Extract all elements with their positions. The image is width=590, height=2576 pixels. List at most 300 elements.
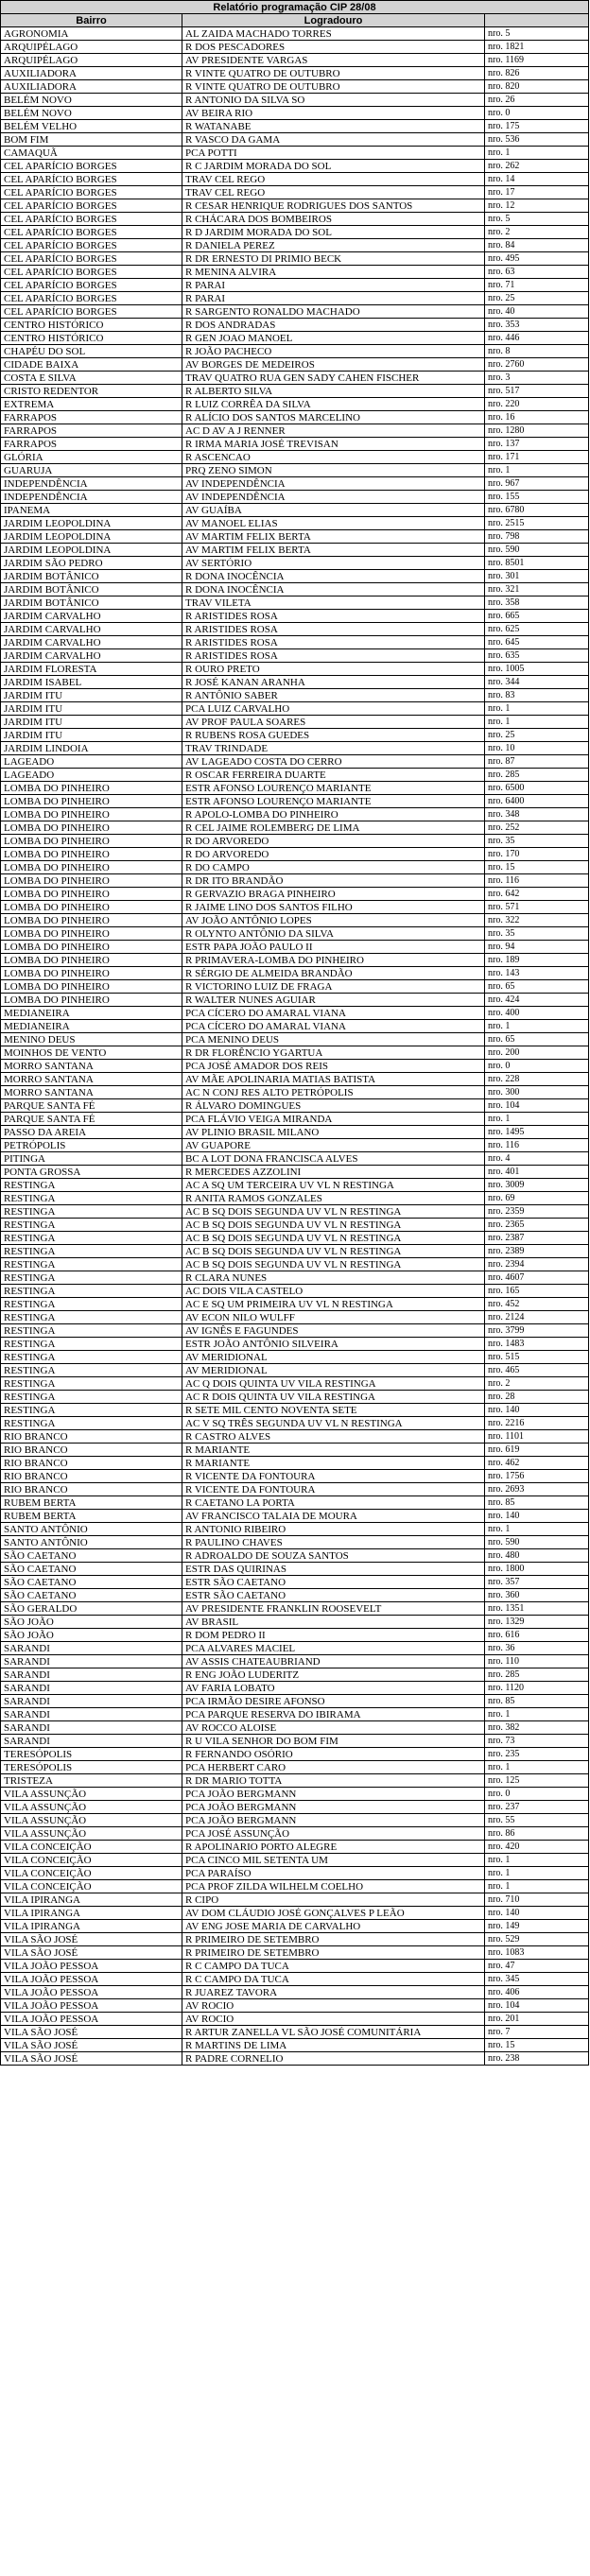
cell-logradouro: PRQ ZENO SIMON — [182, 464, 485, 477]
cell-numero: nro. 137 — [485, 438, 589, 451]
cell-numero: nro. 94 — [485, 941, 589, 954]
cell-bairro: CEL APARÍCIO BORGES — [1, 186, 182, 199]
cell-bairro: MENINO DEUS — [1, 1033, 182, 1046]
cell-numero: nro. 3009 — [485, 1179, 589, 1192]
table-row — [1, 557, 589, 570]
cell-bairro: RIO BRANCO — [1, 1430, 182, 1444]
cell-numero: nro. 348 — [485, 808, 589, 821]
cell-numero: nro. 358 — [485, 596, 589, 610]
cell-bairro: JARDIM LEOPOLDINA — [1, 517, 182, 530]
cell-numero: nro. 2 — [485, 226, 589, 239]
cell-bairro: SARANDI — [1, 1642, 182, 1655]
cell-numero: nro. 1800 — [485, 1563, 589, 1576]
cell-numero: nro. 1483 — [485, 1338, 589, 1351]
cell-numero: nro. 140 — [485, 1510, 589, 1523]
cell-bairro: VILA JOÃO PESSOA — [1, 1986, 182, 1999]
cell-numero: nro. 28 — [485, 1391, 589, 1404]
cell-bairro: LOMBA DO PINHEIRO — [1, 835, 182, 848]
cell-bairro: RIO BRANCO — [1, 1444, 182, 1457]
cell-numero: nro. 1 — [485, 1113, 589, 1126]
cell-bairro: VILA ASSUNÇÃO — [1, 1801, 182, 1814]
cell-logradouro: R CHÁCARA DOS BOMBEIROS — [182, 213, 485, 226]
table-row — [1, 1152, 589, 1166]
cell-bairro: JARDIM ITU — [1, 716, 182, 729]
cell-numero: nro. 285 — [485, 1668, 589, 1682]
cell-logradouro: R GEN JOAO MANOEL — [182, 332, 485, 345]
table-row — [1, 1324, 589, 1338]
table-row — [1, 1788, 589, 1801]
table-row — [1, 848, 589, 861]
cell-numero: nro. 495 — [485, 252, 589, 266]
cell-logradouro: PCA LUIZ CARVALHO — [182, 702, 485, 716]
cell-numero: nro. 1 — [485, 1867, 589, 1880]
cell-numero: nro. 406 — [485, 1986, 589, 1999]
cell-numero: nro. 2216 — [485, 1417, 589, 1430]
cell-numero: nro. 1495 — [485, 1126, 589, 1139]
cell-logradouro: AV JOÃO ANTÔNIO LOPES — [182, 914, 485, 927]
cell-numero: nro. 2365 — [485, 1219, 589, 1232]
cell-numero: nro. 8501 — [485, 557, 589, 570]
table-row — [1, 1417, 589, 1430]
table-row — [1, 1841, 589, 1854]
cell-bairro: VILA CONCEIÇÃO — [1, 1841, 182, 1854]
cell-bairro: SARANDI — [1, 1708, 182, 1721]
cell-logradouro: AV MERIDIONAL — [182, 1364, 485, 1377]
cell-bairro: MORRO SANTANA — [1, 1073, 182, 1086]
cell-bairro: JARDIM CARVALHO — [1, 649, 182, 663]
table-row — [1, 1245, 589, 1258]
cell-numero: nro. 1 — [485, 716, 589, 729]
cell-logradouro: R PARAI — [182, 292, 485, 305]
cell-numero: nro. 590 — [485, 1536, 589, 1549]
cell-numero: nro. 170 — [485, 848, 589, 861]
cell-bairro: TRISTEZA — [1, 1774, 182, 1788]
cell-logradouro: AV SERTÓRIO — [182, 557, 485, 570]
table-row — [1, 54, 589, 67]
cell-numero: nro. 201 — [485, 2013, 589, 2026]
table-row — [1, 1933, 589, 1946]
table-row — [1, 544, 589, 557]
cell-bairro: RESTINGA — [1, 1205, 182, 1219]
table-row — [1, 160, 589, 173]
table-row — [1, 252, 589, 266]
cell-logradouro: R PAULINO CHAVES — [182, 1536, 485, 1549]
cell-bairro: INDEPENDÊNCIA — [1, 477, 182, 491]
cell-logradouro: R MARTINS DE LIMA — [182, 2039, 485, 2052]
cell-logradouro: AV ROCCO ALOISE — [182, 1721, 485, 1735]
cell-numero: nro. 1 — [485, 147, 589, 160]
table-row — [1, 570, 589, 583]
table-row — [1, 1377, 589, 1391]
table-row — [1, 1391, 589, 1404]
table-row — [1, 1020, 589, 1033]
table-row — [1, 1285, 589, 1298]
cell-logradouro: PCA JOÃO BERGMANN — [182, 1788, 485, 1801]
cell-numero: nro. 84 — [485, 239, 589, 252]
cell-bairro: TERESÓPOLIS — [1, 1748, 182, 1761]
cell-bairro: RESTINGA — [1, 1192, 182, 1205]
cell-numero: nro. 1329 — [485, 1616, 589, 1629]
cell-logradouro: R DR MARIO TOTTA — [182, 1774, 485, 1788]
table-row — [1, 451, 589, 464]
cell-bairro: VILA JOÃO PESSOA — [1, 1960, 182, 1973]
cell-logradouro: PCA PARAÍSO — [182, 1867, 485, 1880]
cell-numero: nro. 3 — [485, 372, 589, 385]
cell-numero: nro. 1756 — [485, 1470, 589, 1483]
table-row — [1, 1364, 589, 1377]
cell-bairro: RESTINGA — [1, 1219, 182, 1232]
report-title-row — [1, 1, 589, 14]
cell-bairro: RESTINGA — [1, 1179, 182, 1192]
cell-logradouro: AV MÃE APOLINARIA MATIAS BATISTA — [182, 1073, 485, 1086]
cell-bairro: CEL APARÍCIO BORGES — [1, 252, 182, 266]
table-row — [1, 1483, 589, 1496]
cell-bairro: LAGEADO — [1, 755, 182, 769]
cell-bairro: JARDIM LEOPOLDINA — [1, 544, 182, 557]
cell-numero: nro. 322 — [485, 914, 589, 927]
table-row — [1, 385, 589, 398]
table-row — [1, 716, 589, 729]
table-row — [1, 1946, 589, 1960]
cell-logradouro: R VICENTE DA FONTOURA — [182, 1483, 485, 1496]
cell-logradouro: R GERVAZIO BRAGA PINHEIRO — [182, 888, 485, 901]
table-row — [1, 94, 589, 107]
cell-logradouro: AV GUAÍBA — [182, 504, 485, 517]
cell-numero: nro. 2124 — [485, 1311, 589, 1324]
table-row — [1, 80, 589, 94]
cell-logradouro: AC R DOIS QUINTA UV VILA RESTINGA — [182, 1391, 485, 1404]
cell-numero: nro. 300 — [485, 1086, 589, 1099]
cell-bairro: LOMBA DO PINHEIRO — [1, 848, 182, 861]
table-row — [1, 874, 589, 888]
table-row — [1, 1893, 589, 1907]
cell-numero: nro. 536 — [485, 133, 589, 147]
cell-numero: nro. 116 — [485, 874, 589, 888]
cell-bairro: SÃO CAETANO — [1, 1576, 182, 1589]
cell-logradouro: AC DOIS VILA CASTELO — [182, 1285, 485, 1298]
cell-logradouro: R U VILA SENHOR DO BOM FIM — [182, 1735, 485, 1748]
table-row — [1, 1748, 589, 1761]
cell-logradouro: R ARISTIDES ROSA — [182, 623, 485, 636]
table-row — [1, 610, 589, 623]
table-row — [1, 1033, 589, 1046]
cell-bairro: GUARUJA — [1, 464, 182, 477]
cell-logradouro: PCA ALVARES MACIEL — [182, 1642, 485, 1655]
table-row — [1, 1232, 589, 1245]
cell-logradouro: AV BRASIL — [182, 1616, 485, 1629]
cell-logradouro: R DO ARVOREDO — [182, 835, 485, 848]
cell-numero: nro. 1 — [485, 1020, 589, 1033]
cell-logradouro: R JOÃO PACHECO — [182, 345, 485, 358]
table-row — [1, 1311, 589, 1324]
cell-logradouro: AV MERIDIONAL — [182, 1351, 485, 1364]
table-row — [1, 1801, 589, 1814]
cell-bairro: VILA JOÃO PESSOA — [1, 1973, 182, 1986]
cell-bairro: VILA JOÃO PESSOA — [1, 1999, 182, 2013]
table-row — [1, 398, 589, 411]
cell-logradouro: AV BORGES DE MEDEIROS — [182, 358, 485, 372]
cell-numero: nro. 517 — [485, 385, 589, 398]
cell-numero: nro. 65 — [485, 980, 589, 994]
cell-numero: nro. 10 — [485, 742, 589, 755]
cell-bairro: ARQUIPÉLAGO — [1, 41, 182, 54]
table-row — [1, 1351, 589, 1364]
cell-bairro: PITINGA — [1, 1152, 182, 1166]
cell-bairro: AUXILIADORA — [1, 80, 182, 94]
table-row — [1, 1510, 589, 1523]
table-row — [1, 504, 589, 517]
cell-logradouro: R CIPO — [182, 1893, 485, 1907]
cell-numero: nro. 360 — [485, 1589, 589, 1602]
cell-bairro: VILA SÃO JOSÉ — [1, 2052, 182, 2066]
table-row — [1, 305, 589, 319]
cell-bairro: LOMBA DO PINHEIRO — [1, 941, 182, 954]
cell-bairro: AUXILIADORA — [1, 67, 182, 80]
table-row — [1, 1113, 589, 1126]
column-header-row — [1, 14, 589, 27]
cell-logradouro: R FERNANDO OSÓRIO — [182, 1748, 485, 1761]
cell-logradouro: TRAV TRINDADE — [182, 742, 485, 755]
cell-logradouro: R CESAR HENRIQUE RODRIGUES DOS SANTOS — [182, 199, 485, 213]
cell-bairro: CIDADE BAIXA — [1, 358, 182, 372]
cell-numero: nro. 571 — [485, 901, 589, 914]
cell-bairro: LAGEADO — [1, 769, 182, 782]
cell-bairro: CEL APARÍCIO BORGES — [1, 213, 182, 226]
cell-bairro: CEL APARÍCIO BORGES — [1, 199, 182, 213]
table-row — [1, 835, 589, 848]
cell-logradouro: AV ASSIS CHATEAUBRIAND — [182, 1655, 485, 1668]
cell-bairro: LOMBA DO PINHEIRO — [1, 874, 182, 888]
cell-logradouro: R DO ARVOREDO — [182, 848, 485, 861]
cell-bairro: VILA IPIRANGA — [1, 1907, 182, 1920]
cell-logradouro: R ASCENCAO — [182, 451, 485, 464]
cell-bairro: LOMBA DO PINHEIRO — [1, 967, 182, 980]
table-row — [1, 2039, 589, 2052]
cell-numero: nro. 1351 — [485, 1602, 589, 1616]
table-row — [1, 755, 589, 769]
cell-bairro: CHAPÉU DO SOL — [1, 345, 182, 358]
cell-numero: nro. 2359 — [485, 1205, 589, 1219]
table-row — [1, 186, 589, 199]
cell-logradouro: AC E SQ UM PRIMEIRA UV VL N RESTINGA — [182, 1298, 485, 1311]
cell-logradouro: ESTR PAPA JOÃO PAULO II — [182, 941, 485, 954]
cell-logradouro: R OSCAR FERREIRA DUARTE — [182, 769, 485, 782]
cell-bairro: JARDIM ITU — [1, 689, 182, 702]
cell-numero: nro. 155 — [485, 491, 589, 504]
cell-bairro: PARQUE SANTA FÉ — [1, 1099, 182, 1113]
cell-bairro: JARDIM FLORESTA — [1, 663, 182, 676]
cell-logradouro: R ARISTIDES ROSA — [182, 649, 485, 663]
cell-numero: nro. 382 — [485, 1721, 589, 1735]
table-row — [1, 1907, 589, 1920]
table-row — [1, 1708, 589, 1721]
cell-bairro: IPANEMA — [1, 504, 182, 517]
cell-numero: nro. 301 — [485, 570, 589, 583]
cell-bairro: JARDIM SÃO PEDRO — [1, 557, 182, 570]
cell-numero: nro. 65 — [485, 1033, 589, 1046]
cell-bairro: CEL APARÍCIO BORGES — [1, 266, 182, 279]
cell-bairro: SARANDI — [1, 1668, 182, 1682]
cell-logradouro: ESTR JOÃO ANTÔNIO SILVEIRA — [182, 1338, 485, 1351]
table-row — [1, 1139, 589, 1152]
cell-logradouro: R C CAMPO DA TUCA — [182, 1960, 485, 1973]
cell-logradouro: PCA PARQUE RESERVA DO IBIRAMA — [182, 1708, 485, 1721]
table-row — [1, 1179, 589, 1192]
cell-bairro: SANTO ANTÔNIO — [1, 1523, 182, 1536]
cell-logradouro: AC V SQ TRÊS SEGUNDA UV VL N RESTINGA — [182, 1417, 485, 1430]
cell-numero: nro. 35 — [485, 927, 589, 941]
cell-logradouro: PCA MENINO DEUS — [182, 1033, 485, 1046]
cell-bairro: JARDIM BOTÂNICO — [1, 596, 182, 610]
cell-numero: nro. 104 — [485, 1099, 589, 1113]
cell-numero: nro. 104 — [485, 1999, 589, 2013]
cell-logradouro: TRAV QUATRO RUA GEN SADY CAHEN FISCHER — [182, 372, 485, 385]
cell-numero: nro. 12 — [485, 199, 589, 213]
cell-numero: nro. 228 — [485, 1073, 589, 1086]
cell-numero: nro. 17 — [485, 186, 589, 199]
cell-logradouro: R ANITA RAMOS GONZALES — [182, 1192, 485, 1205]
cell-bairro: RESTINGA — [1, 1417, 182, 1430]
cell-bairro: SÃO JOÃO — [1, 1629, 182, 1642]
table-row — [1, 1682, 589, 1695]
table-row — [1, 424, 589, 438]
cell-bairro: SÃO CAETANO — [1, 1589, 182, 1602]
cell-logradouro: R OURO PRETO — [182, 663, 485, 676]
table-row — [1, 107, 589, 120]
table-row — [1, 1774, 589, 1788]
cell-bairro: GLÓRIA — [1, 451, 182, 464]
table-row — [1, 967, 589, 980]
cell-numero: nro. 353 — [485, 319, 589, 332]
cell-numero: nro. 1 — [485, 1880, 589, 1893]
table-row — [1, 1444, 589, 1457]
table-row — [1, 689, 589, 702]
cell-numero: nro. 125 — [485, 1774, 589, 1788]
cell-numero: nro. 4 — [485, 1152, 589, 1166]
cell-logradouro: R JAIME LINO DOS SANTOS FILHO — [182, 901, 485, 914]
table-row — [1, 464, 589, 477]
cell-numero: nro. 1821 — [485, 41, 589, 54]
table-row — [1, 1126, 589, 1139]
table-row — [1, 1046, 589, 1060]
cell-bairro: INDEPENDÊNCIA — [1, 491, 182, 504]
cell-logradouro: R JUAREZ TAVORA — [182, 1986, 485, 1999]
cell-numero: nro. 55 — [485, 1814, 589, 1827]
table-row — [1, 411, 589, 424]
table-row — [1, 1271, 589, 1285]
cell-numero: nro. 35 — [485, 835, 589, 848]
cell-bairro: ARQUIPÉLAGO — [1, 54, 182, 67]
cell-logradouro: AV IGNÊS E FAGUNDES — [182, 1324, 485, 1338]
cell-numero: nro. 85 — [485, 1496, 589, 1510]
table-row — [1, 1166, 589, 1179]
cell-logradouro: R ÁLVARO DOMINGUES — [182, 1099, 485, 1113]
cell-logradouro: AC B SQ DOIS SEGUNDA UV VL N RESTINGA — [182, 1245, 485, 1258]
cell-bairro: LOMBA DO PINHEIRO — [1, 782, 182, 795]
cell-logradouro: PCA FLÁVIO VEIGA MIRANDA — [182, 1113, 485, 1126]
table-row — [1, 1602, 589, 1616]
cell-numero: nro. 1 — [485, 1708, 589, 1721]
cell-bairro: MORRO SANTANA — [1, 1086, 182, 1099]
cell-logradouro: R OLYNTO ANTÔNIO DA SILVA — [182, 927, 485, 941]
cell-logradouro: R LUIZ CORRÊA DA SILVA — [182, 398, 485, 411]
cell-bairro: PASSO DA AREIA — [1, 1126, 182, 1139]
table-row — [1, 1549, 589, 1563]
column-header-bairro: Bairro — [1, 14, 182, 27]
table-row — [1, 319, 589, 332]
cell-numero: nro. 25 — [485, 292, 589, 305]
table-row — [1, 491, 589, 504]
cell-bairro: VILA SÃO JOSÉ — [1, 2039, 182, 2052]
cell-bairro: VILA JOÃO PESSOA — [1, 2013, 182, 2026]
cell-logradouro: R ARTUR ZANELLA VL SÃO JOSÉ COMUNITÁRIA — [182, 2026, 485, 2039]
cell-bairro: RESTINGA — [1, 1232, 182, 1245]
cell-numero: nro. 798 — [485, 530, 589, 544]
table-row — [1, 226, 589, 239]
cell-bairro: LOMBA DO PINHEIRO — [1, 980, 182, 994]
cell-logradouro: AV PRESIDENTE VARGAS — [182, 54, 485, 67]
cell-logradouro: R ANTONIO RIBEIRO — [182, 1523, 485, 1536]
cell-numero: nro. 143 — [485, 967, 589, 980]
table-row — [1, 1920, 589, 1933]
cell-bairro: RESTINGA — [1, 1285, 182, 1298]
cell-logradouro: AV ECON NILO WULFF — [182, 1311, 485, 1324]
cell-bairro: RIO BRANCO — [1, 1457, 182, 1470]
table-row — [1, 1219, 589, 1232]
cell-numero: nro. 1169 — [485, 54, 589, 67]
cell-bairro: SÃO JOÃO — [1, 1616, 182, 1629]
table-row — [1, 663, 589, 676]
cell-bairro: EXTREMA — [1, 398, 182, 411]
table-row — [1, 120, 589, 133]
cell-numero: nro. 3799 — [485, 1324, 589, 1338]
cell-logradouro: AV PLINIO BRASIL MILANO — [182, 1126, 485, 1139]
cell-bairro: CEL APARÍCIO BORGES — [1, 239, 182, 252]
cell-logradouro: ESTR DAS QUIRINAS — [182, 1563, 485, 1576]
cell-numero: nro. 116 — [485, 1139, 589, 1152]
cell-bairro: PARQUE SANTA FÉ — [1, 1113, 182, 1126]
table-row — [1, 1430, 589, 1444]
cell-logradouro: R DOS ANDRADAS — [182, 319, 485, 332]
cell-bairro: RESTINGA — [1, 1351, 182, 1364]
cell-numero: nro. 14 — [485, 173, 589, 186]
cell-logradouro: R PRIMEIRO DE SETEMBRO — [182, 1933, 485, 1946]
table-row — [1, 954, 589, 967]
cell-bairro: LOMBA DO PINHEIRO — [1, 994, 182, 1007]
cell-bairro: LOMBA DO PINHEIRO — [1, 888, 182, 901]
cell-numero: nro. 590 — [485, 544, 589, 557]
table-row — [1, 1086, 589, 1099]
cell-bairro: SARANDI — [1, 1655, 182, 1668]
cell-numero: nro. 2387 — [485, 1232, 589, 1245]
cell-bairro: SARANDI — [1, 1735, 182, 1748]
cell-logradouro: PCA JOÃO BERGMANN — [182, 1801, 485, 1814]
cell-bairro: RESTINGA — [1, 1377, 182, 1391]
cell-bairro: VILA SÃO JOSÉ — [1, 1933, 182, 1946]
cell-logradouro: R D JARDIM MORADA DO SOL — [182, 226, 485, 239]
cell-logradouro: ESTR SÃO CAETANO — [182, 1576, 485, 1589]
cell-logradouro: AV PRESIDENTE FRANKLIN ROOSEVELT — [182, 1602, 485, 1616]
table-row — [1, 1470, 589, 1483]
cell-numero: nro. 25 — [485, 729, 589, 742]
table-row — [1, 2026, 589, 2039]
cell-bairro: VILA CONCEIÇÃO — [1, 1854, 182, 1867]
cell-logradouro: PCA JOSÉ ASSUNÇÃO — [182, 1827, 485, 1841]
cell-numero: nro. 2760 — [485, 358, 589, 372]
table-row — [1, 133, 589, 147]
cell-numero: nro. 15 — [485, 2039, 589, 2052]
table-row — [1, 477, 589, 491]
